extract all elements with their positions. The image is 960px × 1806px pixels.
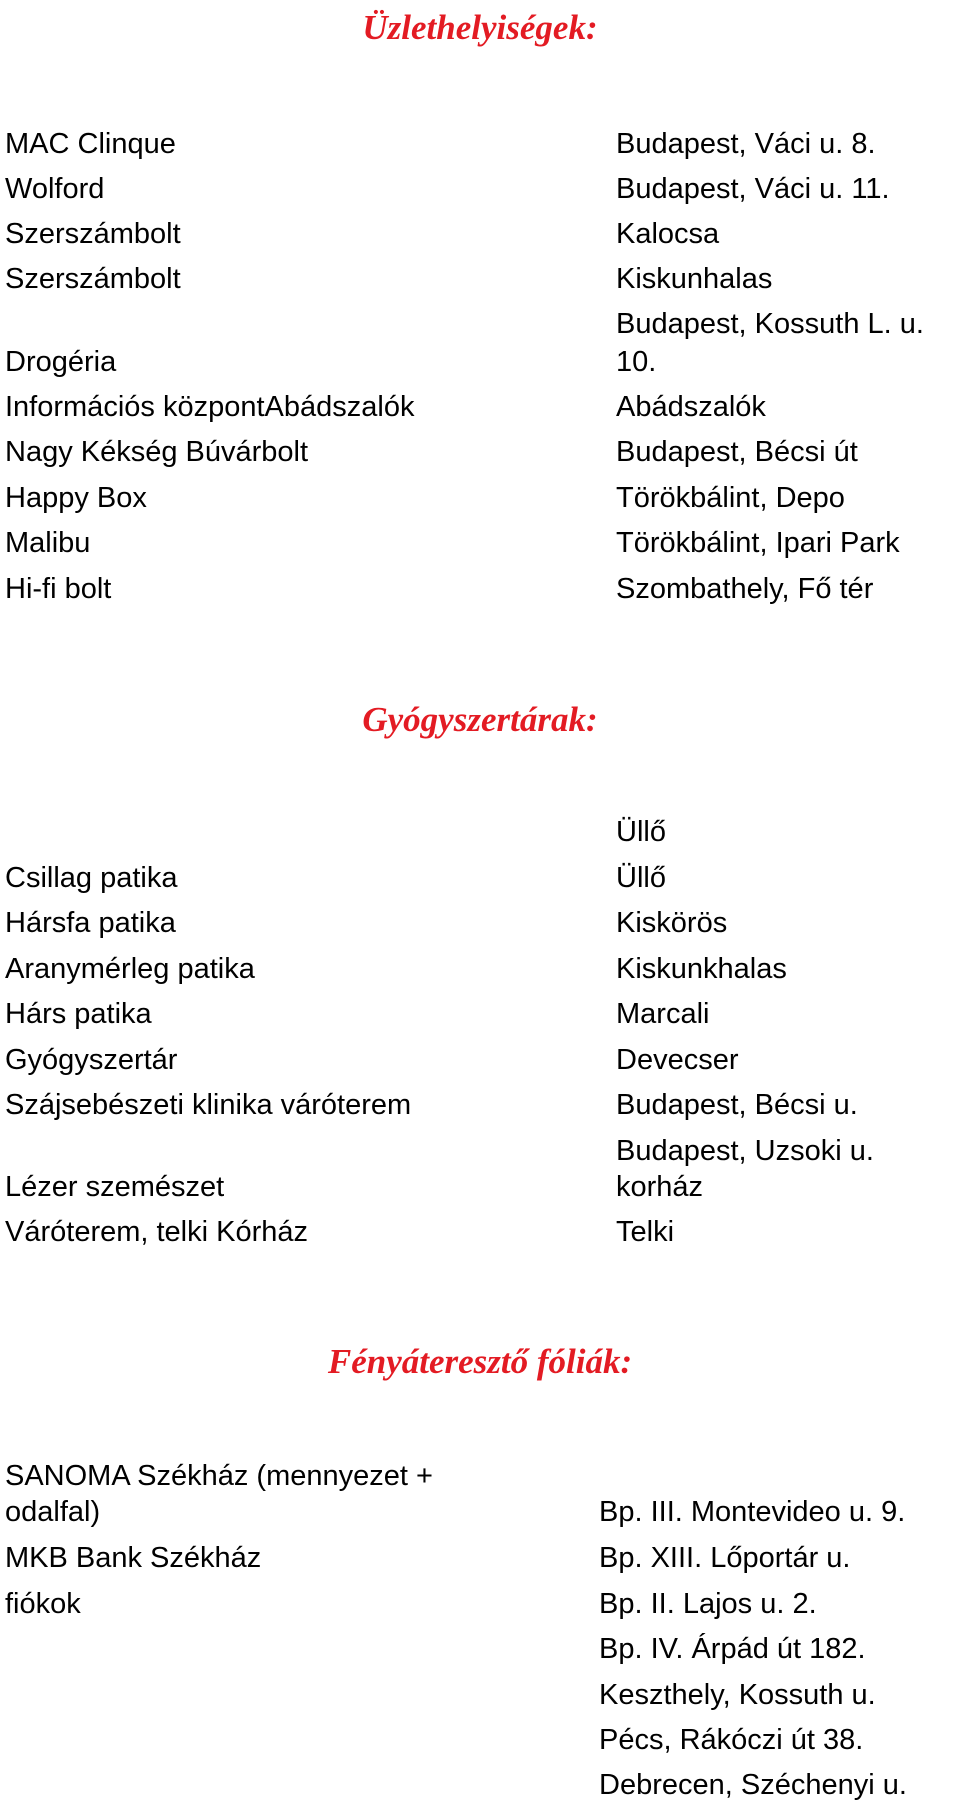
- shop-name: MAC Clinque: [5, 128, 176, 160]
- shop-name: Malibu: [5, 527, 91, 559]
- pharmacy-name: Gyógyszertár: [5, 1044, 178, 1076]
- shop-location: Budapest, Kossuth L. u.: [616, 308, 924, 340]
- foil-location: Keszthely, Kossuth u.: [599, 1679, 876, 1711]
- pharmacy-location: Budapest, Uzsoki u.: [616, 1135, 874, 1167]
- pharmacy-location: Marcali: [616, 998, 710, 1030]
- foil-name: MKB Bank Székház: [5, 1542, 262, 1574]
- section-title-foils: Fényáteresztő fóliák:: [327, 1342, 633, 1381]
- pharmacy-location-continued: korház: [616, 1171, 704, 1203]
- foil-location: Bp. III. Montevideo u. 9.: [599, 1496, 906, 1528]
- pharmacy-name: Szájsebészeti klinika váróterem: [5, 1089, 412, 1121]
- shop-location-continued: 10.: [616, 346, 657, 378]
- shop-location: Kalocsa: [616, 218, 720, 250]
- foil-location: Bp. XIII. Lőportár u.: [599, 1542, 851, 1574]
- section-title-shops: Üzlethelyiségek:: [362, 8, 598, 47]
- shop-location: Törökbálint, Ipari Park: [616, 527, 900, 559]
- foil-name: fiókok: [5, 1588, 81, 1620]
- pharmacy-location: Üllő: [616, 816, 666, 848]
- shop-location: Budapest, Bécsi út: [616, 436, 858, 468]
- section-title-pharmacies: Gyógyszertárak:: [362, 700, 598, 739]
- pharmacy-location: Telki: [616, 1216, 675, 1248]
- foil-location: Debrecen, Széchenyi u.: [599, 1769, 907, 1801]
- foil-location: Bp. II. Lajos u. 2.: [599, 1588, 817, 1620]
- shop-name: Információs központAbádszalók: [5, 391, 415, 423]
- pharmacy-name: Aranymérleg patika: [5, 953, 255, 985]
- pharmacy-name: Váróterem, telki Kórház: [5, 1216, 309, 1248]
- shop-location: Kiskunhalas: [616, 263, 773, 295]
- foil-location: Pécs, Rákóczi út 38.: [599, 1724, 864, 1756]
- pharmacy-location: Kiskunkhalas: [616, 953, 787, 985]
- shop-name: Drogéria: [5, 346, 117, 378]
- shop-name: Szerszámbolt: [5, 263, 181, 295]
- shop-name: Nagy Kékség Búvárbolt: [5, 436, 309, 468]
- shop-location: Törökbálint, Depo: [616, 482, 845, 514]
- shop-location: Abádszalók: [616, 391, 766, 423]
- pharmacy-name: Hársfa patika: [5, 907, 176, 939]
- shop-location: Szombathely, Fő tér: [616, 573, 874, 605]
- shop-location: Budapest, Váci u. 8.: [616, 128, 876, 160]
- shop-name: Hi-fi bolt: [5, 573, 112, 605]
- foil-location: Bp. IV. Árpád út 182.: [599, 1633, 866, 1665]
- pharmacy-location: Budapest, Bécsi u.: [616, 1089, 858, 1121]
- pharmacy-name: Csillag patika: [5, 862, 178, 894]
- pharmacy-location: Kiskörös: [616, 907, 728, 939]
- shop-location: Budapest, Váci u. 11.: [616, 173, 890, 205]
- shop-name: Szerszámbolt: [5, 218, 181, 250]
- foil-name-continued: odalfal): [5, 1496, 101, 1528]
- shop-name: Wolford: [5, 173, 105, 205]
- pharmacy-name: Hárs patika: [5, 998, 152, 1030]
- foil-name: SANOMA Székház (mennyezet +: [5, 1460, 433, 1492]
- pharmacy-location: Devecser: [616, 1044, 739, 1076]
- shop-name: Happy Box: [5, 482, 147, 514]
- pharmacy-location: Üllő: [616, 862, 666, 894]
- pharmacy-name: Lézer szemészet: [5, 1171, 225, 1203]
